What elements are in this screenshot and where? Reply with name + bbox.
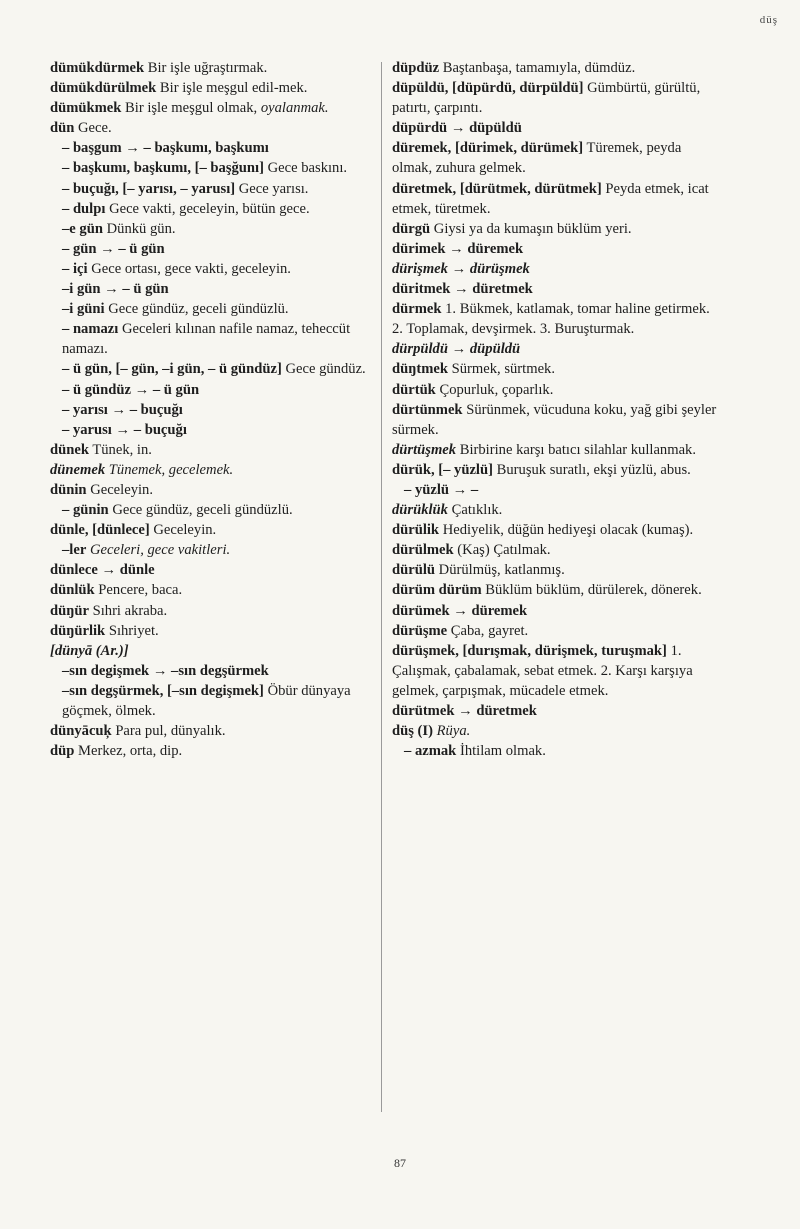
dictionary-entry bbox=[50, 299, 372, 319]
entry-headword: düŋür bbox=[50, 602, 89, 619]
dictionary-entry bbox=[392, 560, 718, 580]
entry-headword: –i güni bbox=[62, 301, 105, 318]
entry-headword: dürmek bbox=[392, 301, 442, 318]
dictionary-entry bbox=[50, 440, 372, 460]
entry-definition: Gece baskını. bbox=[267, 160, 348, 177]
dictionary-entry bbox=[50, 721, 372, 741]
dictionary-entry bbox=[50, 98, 372, 118]
entry-definition: Merkez, orta, dip. bbox=[78, 743, 183, 760]
entry-headword: düpdüz bbox=[392, 60, 440, 76]
entry-definition: Gece ortası, gece vakti, geceleyin. bbox=[91, 260, 291, 277]
entry-definition: Rüya. bbox=[436, 723, 471, 740]
dictionary-entry bbox=[392, 239, 718, 259]
dictionary-entry bbox=[50, 580, 372, 600]
dictionary-entry bbox=[50, 400, 372, 420]
entry-headword: dünyācuķ bbox=[50, 723, 112, 740]
entry-headword: dürülmek bbox=[392, 542, 454, 559]
entry-headword: düremek, [dürimek, dürümek] bbox=[392, 140, 584, 157]
dictionary-entry bbox=[392, 299, 718, 339]
dictionary-entry bbox=[50, 359, 372, 379]
dictionary-entry bbox=[392, 500, 718, 520]
entry-headword: dürişmek → dürüşmek bbox=[392, 260, 530, 277]
entry-definition: Gece vakti, geceleyin, bütün gece. bbox=[109, 200, 310, 217]
dictionary-entry bbox=[392, 259, 718, 279]
entry-definition: Gece yarısı. bbox=[238, 180, 309, 197]
entry-definition: Sürünmek, vücuduna koku, yağ gibi şeyler sürmek. bbox=[392, 401, 717, 438]
dictionary-entry bbox=[392, 621, 718, 641]
dictionary-entry bbox=[392, 641, 718, 701]
dictionary-entry bbox=[50, 380, 372, 400]
entry-headword: – gün → – ü gün bbox=[62, 240, 165, 257]
entry-definition: Bir işle meşgul olmak, bbox=[125, 100, 258, 117]
entry-definition: Gece gündüz, geceli gündüzlü. bbox=[108, 301, 289, 318]
entry-headword: – ü gündüz → – ü gün bbox=[62, 381, 200, 398]
entry-definition: İhtilam olmak. bbox=[459, 743, 546, 760]
entry-headword: –e gün bbox=[62, 220, 103, 237]
entry-definition: Çopurluk, çoparlık. bbox=[439, 381, 554, 398]
entry-headword: dürtüşmek bbox=[392, 441, 457, 458]
entry-headword: düp bbox=[50, 743, 75, 760]
entry-headword: dürülik bbox=[392, 522, 440, 539]
entry-headword: dürüklük bbox=[392, 502, 448, 519]
entry-headword: dünlece → dünle bbox=[50, 562, 155, 579]
entry-definition: Buruşuk suratlı, ekşi yüzlü, abus. bbox=[496, 461, 691, 478]
dictionary-entry bbox=[392, 219, 718, 239]
entry-definition: Birbirine karşı batıcı silahlar kullanmak. bbox=[459, 441, 697, 458]
entry-definition-italic: oyalanmak. bbox=[260, 100, 329, 117]
dictionary-entry bbox=[392, 741, 718, 761]
dictionary-entry bbox=[50, 78, 372, 98]
entry-headword: – ü gün, [– gün, –i gün, – ü gündüz] bbox=[62, 361, 282, 378]
entry-definition: Baştanbaşa, tamamıyla, dümdüz. bbox=[442, 60, 636, 76]
dictionary-entry bbox=[392, 440, 718, 460]
dictionary-entry bbox=[50, 420, 372, 440]
entry-definition: Sıhri akraba. bbox=[92, 602, 168, 619]
entry-headword: düş (I) bbox=[392, 723, 433, 740]
dictionary-entry bbox=[50, 319, 372, 359]
dictionary-entry bbox=[50, 279, 372, 299]
entry-headword: dürtük bbox=[392, 381, 436, 398]
dictionary-entry bbox=[392, 601, 718, 621]
entry-headword: dürüşmek, [durışmak, dürişmek, turuşmak] bbox=[392, 642, 667, 659]
dictionary-entry bbox=[50, 520, 372, 540]
dictionary-entry bbox=[392, 460, 718, 480]
dictionary-entry bbox=[50, 158, 372, 178]
dictionary-entry bbox=[392, 339, 718, 359]
entry-headword: dün bbox=[50, 120, 75, 137]
entry-definition: Giysi ya da kumaşın büklüm yeri. bbox=[433, 220, 632, 237]
dictionary-entry bbox=[50, 681, 372, 721]
entry-headword: – günin bbox=[62, 502, 109, 519]
dictionary-entry bbox=[392, 78, 718, 118]
entry-definition: Sıhriyet. bbox=[108, 622, 159, 639]
entry-headword: – namazı bbox=[62, 321, 119, 338]
running-head: düş bbox=[759, 14, 778, 26]
entry-headword: – yarısı → – buçuğı bbox=[62, 401, 183, 418]
entry-headword: – yarusı → – buçuğı bbox=[62, 421, 187, 438]
entry-headword: – dulpı bbox=[62, 200, 106, 217]
dictionary-entry bbox=[392, 179, 718, 219]
dictionary-entry bbox=[50, 480, 372, 500]
entry-definition: Sürmek, sürtmek. bbox=[451, 361, 555, 378]
entry-headword: dümükmek bbox=[50, 100, 122, 117]
dictionary-entry bbox=[392, 480, 718, 500]
entry-headword: dürük, [– yüzlü] bbox=[392, 461, 493, 478]
dictionary-entry bbox=[50, 540, 372, 560]
dictionary-entry bbox=[392, 400, 718, 440]
entry-headword: –i gün → – ü gün bbox=[62, 281, 169, 298]
entry-headword: dünin bbox=[50, 481, 87, 498]
dictionary-entry bbox=[392, 380, 718, 400]
dictionary-entry bbox=[50, 601, 372, 621]
dictionary-entry bbox=[50, 199, 372, 219]
entry-definition: Çaba, gayret. bbox=[450, 622, 529, 639]
dictionary-entry bbox=[50, 741, 372, 761]
entry-headword: –ler bbox=[62, 542, 87, 559]
entry-definition: Dünkü gün. bbox=[106, 220, 176, 237]
dictionary-entry bbox=[392, 118, 718, 138]
entry-definition: Gümbürtü, gürültü, patırtı, çarpıntı. bbox=[392, 80, 701, 117]
left-column bbox=[50, 58, 372, 761]
entry-definition: Dürülmüş, katlanmış. bbox=[438, 562, 565, 579]
dictionary-entry bbox=[50, 661, 372, 681]
entry-headword: düŋtmek bbox=[392, 361, 448, 378]
dictionary-entry bbox=[50, 138, 372, 158]
dictionary-entry bbox=[392, 58, 718, 78]
right-column bbox=[392, 58, 718, 761]
entry-definition: Türemek, peyda olmak, zuhura gelmek. bbox=[392, 140, 682, 177]
entry-headword: dümükdürülmek bbox=[50, 80, 157, 97]
dictionary-entry bbox=[392, 721, 718, 741]
entry-definition: Geceleyin. bbox=[90, 481, 153, 498]
entry-headword: düritmek → düretmek bbox=[392, 281, 533, 298]
dictionary-entry bbox=[50, 621, 372, 641]
entry-headword: dünlük bbox=[50, 582, 95, 599]
column-divider bbox=[381, 62, 382, 1112]
entry-definition: Çatıklık. bbox=[451, 502, 503, 519]
entry-definition: Tünek, in. bbox=[92, 441, 152, 458]
entry-definition: Geceleri, gece vakitleri. bbox=[89, 542, 231, 559]
entry-headword: dünemek bbox=[50, 461, 106, 478]
dictionary-entry bbox=[50, 560, 372, 580]
dictionary-entry bbox=[50, 239, 372, 259]
entry-headword: –sın degişmek → –sın degşürmek bbox=[62, 662, 269, 679]
entry-definition: 1. Çalışmak, çabalamak, sebat etmek. 2. Karşı karşıya gelmek, çarpışmak, mücadele etmek. bbox=[392, 642, 693, 699]
entry-headword: dürülü bbox=[392, 562, 435, 579]
entry-headword: [dünyā (Ar.)] bbox=[50, 642, 129, 659]
entry-headword: düŋürlik bbox=[50, 622, 106, 639]
entry-definition: Tünemek, gecelemek. bbox=[108, 461, 234, 478]
entry-headword: dürgü bbox=[392, 220, 431, 237]
entry-headword: – başgum → – başkumı, başkumı bbox=[62, 140, 269, 157]
entry-definition: Geceleyin. bbox=[153, 522, 217, 539]
entry-headword: dünle, [dünlece] bbox=[50, 522, 150, 539]
entry-definition: Hediyelik, düğün hediyeşi olacak (kumaş). bbox=[442, 522, 694, 539]
entry-definition: Büklüm büklüm, dürülerek, dönerek. bbox=[485, 582, 702, 599]
dictionary-entry bbox=[50, 118, 372, 138]
dictionary-entry bbox=[50, 259, 372, 279]
entry-definition: Bir işle uğraştırmak. bbox=[147, 60, 268, 76]
entry-headword: dürtünmek bbox=[392, 401, 463, 418]
entry-headword: – azmak bbox=[404, 743, 457, 760]
entry-headword: – yüzlü → – bbox=[404, 481, 479, 498]
entry-definition: Para pul, dünyalık. bbox=[115, 723, 226, 740]
dictionary-entry bbox=[50, 641, 372, 661]
dictionary-entry bbox=[392, 580, 718, 600]
dictionary-entry bbox=[392, 138, 718, 178]
dictionary-entry bbox=[50, 179, 372, 199]
dictionary-entry bbox=[392, 540, 718, 560]
entry-headword: dürüşme bbox=[392, 622, 448, 639]
entry-headword: – içi bbox=[62, 260, 88, 277]
entry-definition: Bir işle meşgul edil-mek. bbox=[159, 80, 308, 97]
entry-headword: dürütmek → düretmek bbox=[392, 703, 537, 719]
dictionary-entry bbox=[392, 701, 718, 721]
dictionary-entry bbox=[50, 219, 372, 239]
entry-definition: Gece gündüz. bbox=[285, 361, 366, 378]
entry-definition: Gece gündüz, geceli gündüzlü. bbox=[112, 502, 293, 519]
page-number: 87 bbox=[394, 1156, 406, 1170]
entry-headword: – buçuğı, [– yarısı, – yarusı] bbox=[62, 180, 236, 197]
dictionary-entry bbox=[50, 58, 372, 78]
entry-definition: Gece. bbox=[78, 120, 112, 137]
entry-headword: dümükdürmek bbox=[50, 60, 145, 76]
entry-headword: – başkumı, başkumı, [– başğunı] bbox=[62, 160, 264, 177]
entry-headword: düpürdü → düpüldü bbox=[392, 120, 522, 137]
entry-headword: –sın degşürmek, [–sın degişmek] bbox=[62, 682, 264, 699]
dictionary-entry bbox=[50, 500, 372, 520]
dictionary-entry bbox=[50, 460, 372, 480]
entry-definition: Öbür dünyaya göçmek, ölmek. bbox=[62, 682, 351, 719]
entry-headword: düpüldü, [düpürdü, dürpüldü] bbox=[392, 80, 584, 97]
entry-headword: dünek bbox=[50, 441, 89, 458]
entry-headword: dürpüldü → düpüldü bbox=[392, 341, 521, 358]
dictionary-entry bbox=[392, 279, 718, 299]
entry-definition: Geceleri kılınan nafile namaz, teheccüt namazı. bbox=[62, 321, 351, 358]
entry-definition: (Kaş) Çatılmak. bbox=[457, 542, 551, 559]
entry-definition: Peyda etmek, icat etmek, türetmek. bbox=[392, 180, 709, 217]
entry-headword: dürüm dürüm bbox=[392, 582, 482, 599]
entry-headword: dürimek → düremek bbox=[392, 240, 524, 257]
entry-definition: 1. Bükmek, katlamak, tomar haline getirmek. 2. Toplamak, devşirmek. 3. Buruşturmak. bbox=[392, 301, 710, 338]
entry-headword: dürümek → düremek bbox=[392, 602, 528, 619]
entry-headword: düretmek, [dürütmek, dürütmek] bbox=[392, 180, 602, 197]
entry-definition: Pencere, baca. bbox=[98, 582, 183, 599]
dictionary-entry bbox=[392, 359, 718, 379]
dictionary-entry bbox=[392, 520, 718, 540]
